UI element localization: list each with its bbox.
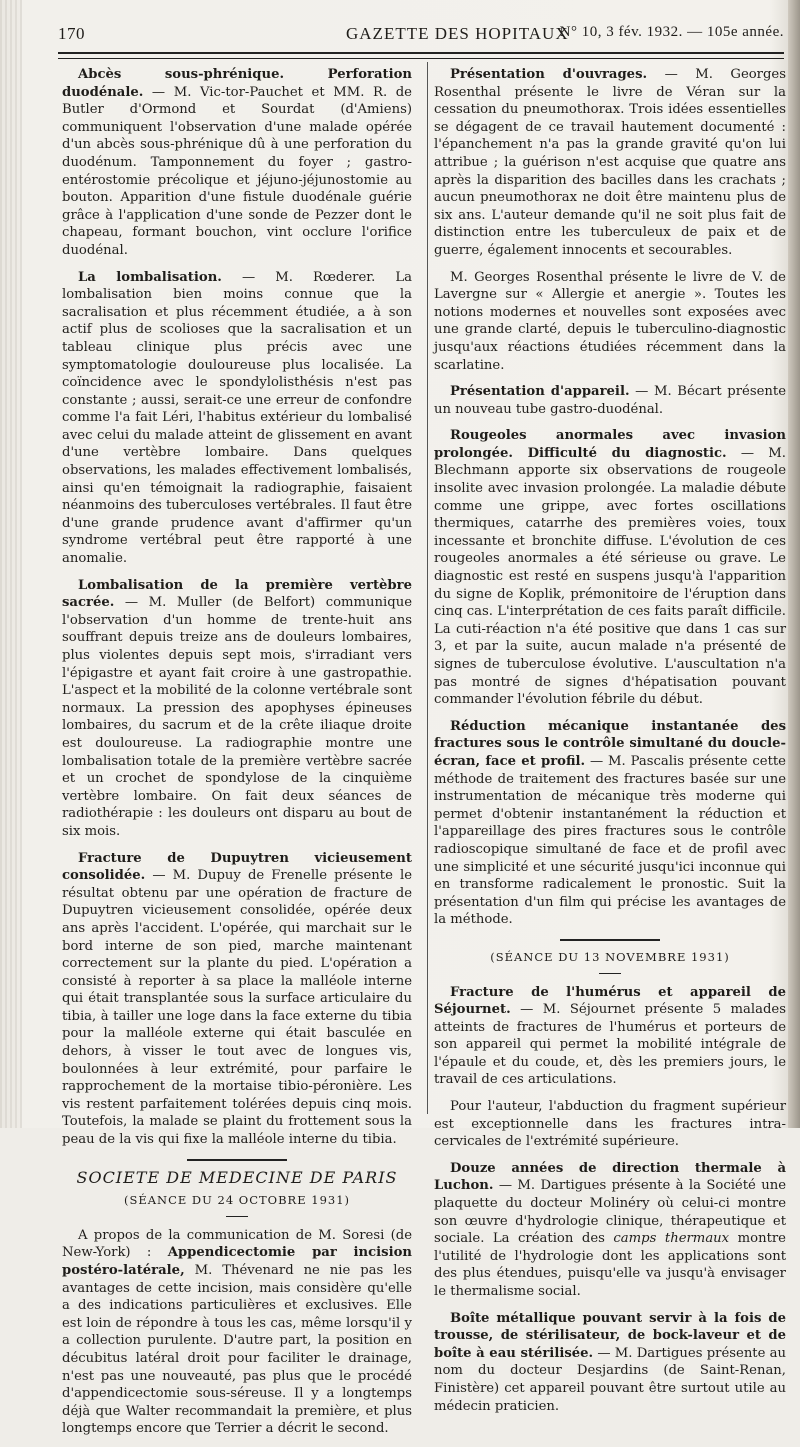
article-body: — M. Muller (de Belfort) communique l'observation d'un homme de trente-huit ans souffrant depuis treize ans de douleurs lombaires, plus violentes depuis sept mois, s'irradiant vers l'épigastre et ayant fait croire à une gastropathie. L'aspect et la mobilité de la colonne vertébrale sont normaux. La pression des apophyses épineuses lombaires, du sacrum et de la crête iliaque droite est douloureuse. La radiographie montre une lombalisation totale de la première vertèbre sacrée et un crochet de spondylose de la cinquième vertèbre lombaire. On fait deux séances de radiothérapie : les douleurs ont disparu au bout de six mois. [62,595,412,839]
left-column [62,66,412,1447]
article-luchon [434,1160,786,1301]
article-dupuytren [62,850,412,1149]
binding-edge [0,0,22,1128]
issue-info: N° 10, 3 fév. 1932. — 105e année. [559,24,784,40]
page-number: 170 [58,24,85,43]
article-body: — M. Vic-tor-Pauchet et MM. R. de Butler d'Ormond et Sourdat (d'Amiens) communiquent l'observation d'une malade opérée d'un abcès sous-phrénique dû à une perforation du duodénum. Tamponnement du foyer ; gastro-entérostomie précolique et jéjuno-jéjunostomie au bouton. Apparition d'une fistule duodénale guérie grâce à l'application d'une sonde de Pezzer dont le chapeau, formant bouchon, vint occlure l'orifice duodénal. [62,84,412,258]
article-ouvrages-2: M. Georges Rosenthal présente le livre de V. de Lavergne sur « Allergie et anergie ». Toutes les notions modernes et nouvelles sont exposées avec une grande clarté, depuis le tuberculino-diagnostic jusqu'aux réactions étudiées récemment dans la scarlatine. [434,269,786,373]
column-divider [427,62,428,1114]
article-title: Fracture de l'humérus et appareil de Séjournet. [434,984,786,1018]
article-body: M. Thévenard ne nie pas les avantages de cette incision, mais considère qu'elle a des indications particulières et exclusives. Elle est loin de répondre à tous les cas, même lorsqu'il y a collection purulente. D'autre part, la position en décubitus latéral droit pour faciliter le drainage, n'est pas une nouveauté, pas plus que le procédé d'appendicectomie sous-séreuse. Il y a longtemps déjà que Walter recommandait la première, et plus longtemps encore que Terrier a décrit le second. [62,1263,412,1437]
article-humerus-2: Pour l'auteur, l'abduction du fragment supérieur est exceptionnelle dans les fractures intra-cervicales de l'extrémité supérieure. [434,1099,786,1150]
article-body: — M. Rœderer. La lombalisation bien moins connue que la sacralisation et plus récemment étudiée, a à son actif plus de scolioses que la sacralisation et un tableau clinique plus précis avec une symptomatologie douloureuse plus localisée. La coïncidence avec le spondylolisthésis n'est pas constante ; aussi, serait-ce une erreur de confondre comme l'a fait Léri, l'habitus extérieur du lombalisé avec celui du malade atteint de glissement en avant d'une vertèbre lombaire. Dans quelques observations, les malades effectivement lombalisés, ainsi qu'en témoignait la radiographie, faisaient néanmoins des tuberculoses vertébrales. Il faut être d'une grande prudence avant d'affirmer qu'un syndrome vertébral peut être rapporté à une anomalie. [62,269,413,567]
article-title: Boîte métallique pouvant servir à la fois de trousse, de stérilisateur, de bock-laveur et de boîte à eau stérilisée. [434,1310,786,1361]
article-lombalisation [62,269,412,568]
article-appareil [434,383,786,418]
article-boite [434,1310,786,1416]
society-heading: SOCIETE DE MEDECINE DE PARIS [76,1167,398,1187]
article-body: — M. Dartigues présente au nom du docteur Desjardins (de Saint-Renan, Finistère) cet appareil pouvant être surtout utile au médecin praticien. [434,1345,786,1414]
article-title: La lombalisation. [78,269,222,285]
article-body: — M. Bécart présente un nouveau tube gastro-duodénal. [434,384,787,417]
journal-title: GAZETTE DES HOPITAUX [346,24,569,43]
article-italic: camps thermaux [613,1231,730,1247]
header-rule [58,52,784,59]
article-body: — M. Blechmann apporte six observations de rougeole insolite avec invasion prolongée. La maladie débute comme une grippe, avec fortes oscillations thermiques, catarrhe des premières voies, toux incessante et bronchite diffuse. L'évolution de ces rougeoles anormales a été sérieuse ou grave. Le diagnostic est resté en suspens jusqu'à l'apparition du signe de Koplik, prémonitoire de l'éruption dans cinq cas. L'interprétation de ces faits paraît difficile. La cuti-réaction n'a été positive que dans 1 cas sur 3, et par la suite, aucun malade n'a présenté de signes de tuberculose évolutive. L'auscultation n'a pas montré de signes d'hépatisation pouvant commander l'évolution fébrile du début. [434,445,786,708]
article-body: — M. Dartigues présente à la Société une plaquette du docteur Molinéry où celui-ci montre son œuvre d'hydrologie clinique, thérapeutique et sociale. La création des [434,1178,786,1247]
article-title: Rougeoles anormales avec invasion prolongée. Difficulté du diagnostic. [434,428,786,461]
article-body: — M. Séjournet présente 5 malades atteints de fractures de l'humérus et porteurs de son appareil qui permet la mobilité intégrale de l'épaule et du coude, et, dès les premiers jours, le travail de ces articulations. [434,1002,786,1088]
article-appendicectomie [62,1227,412,1438]
article-intro: A propos de la communication de M. Soresi (de New-York) : [62,1227,412,1261]
article-title: Appendicectomie par incision postéro-latérale, [62,1245,412,1278]
running-header [58,20,784,46]
page-edge [788,0,800,1128]
article-rougeoles [434,427,786,709]
short-divider [599,973,621,974]
section-rule [560,939,660,941]
right-column [434,66,786,1424]
short-divider [226,1216,248,1217]
article-reduction [434,718,786,929]
article-lombalisation-sacree [62,577,412,841]
section-rule [187,1159,287,1161]
article-title: Présentation d'ouvrages. [450,67,648,82]
article-title: Douze années de direction thermale à Luchon. [434,1160,786,1194]
article-body: — M. Georges Rosenthal présente le livre de Véran sur la cessation du pneumothorax. Trois idées essentielles se dégagent de ce travail hautement documenté : l'épanchement n'a pas la grande gravité qu'on lui attribue ; la guérison n'est acquise que quatre ans après la disparition des bacilles dans les crachats ; aucun pneumothorax ne doit être maintenu plus de six ans. L'auteur demande qu'il ne soit plus fait de distinction entre les tuberculeux de paix et de guerre, également innocents et secourables. [434,67,787,258]
article-ouvrages [434,66,786,260]
article-body: — M. Dupuy de Frenelle présente le résultat obtenu par une opération de fracture de Dupuytren vicieusement consolidée, opérée deux ans après l'accident. L'opérée, qui marchait sur le bord interne de son pied, marche maintenant correctement sur la plante du pied. L'opération a consisté à reporter à sa place la malléole interne qui était transplantée sous la surface articulaire du tibia, à tailler une loge dans la face externe du tibia pour la malléole externe qui était basculée en dehors, à visser le tout avec de longues vis, boulonnées à leur extrémité, pour parfaire le rapprochement de la mortaise tibio-péronière. Les vis restent parfaitement tolérées depuis cinq mois. Toutefois, la malade se plaint du frottement sous la peau de la vis qui fixe la malléole interne du tibia. [62,868,412,1148]
article-title: Abcès sous-phrénique. Perforation duodénale. [62,67,412,100]
article-humerus [434,984,786,1090]
article-title: Présentation d'appareil. [450,384,630,400]
article-body: — M. Pascalis présente cette méthode de traitement des fractures basée sur une instrumentation de mécanique très moderne qui permet d'obtenir instantanément la réduction et l'appareillage des pires fractures sous le contrôle radioscopique simultané de face et de profil avec une simplicité et une sécurité jusqu'ici inconnue qui en transforme radicalement le pronostic. Suit la présentation d'un film qui précise les avantages de la méthode. [434,753,786,928]
article-abces [62,66,412,260]
article-body: montre l'utilité de l'hydrologie dont les applications sont des plus étendues, puisqu'elle va jusqu'à envisager le thermalisme social. [434,1231,786,1299]
article-title: Fracture de Dupuytren vicieusement consolidée. [62,850,412,884]
article-title: Lombalisation de la première vertèbre sacrée. [62,577,412,611]
sitting-date: (SÉANCE DU 13 NOVEMBRE 1931) [490,949,730,964]
sitting-date: (SÉANCE DU 24 OCTOBRE 1931) [123,1193,351,1208]
article-title: Réduction mécanique instantanée des fractures sous le contrôle simultané du doucle-écran, face et profil. [434,718,786,769]
